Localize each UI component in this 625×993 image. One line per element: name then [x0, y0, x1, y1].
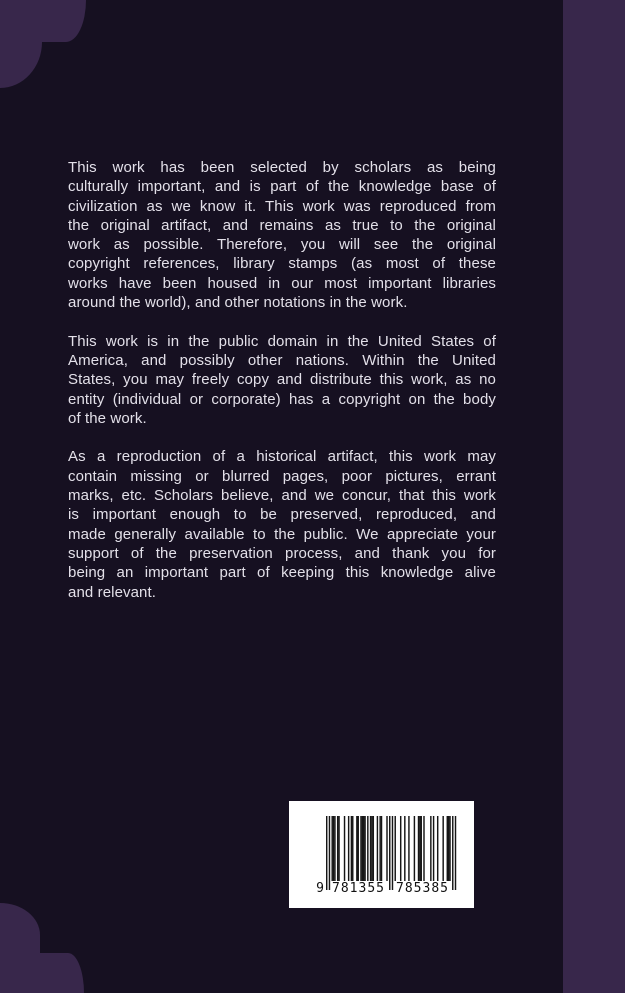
text-line: is important enough to be preserved, reproduced, and	[68, 506, 496, 524]
text-line: marks, etc. Scholars believe, and we concur, that this work	[68, 487, 496, 505]
back-cover-text	[68, 158, 496, 602]
barcode-digits-right: 785385	[396, 881, 448, 896]
text-line: works have been housed in our most important libraries	[68, 274, 496, 292]
text-line: This work has been selected by scholars as being	[68, 159, 496, 176]
barcode-bars	[326, 816, 456, 890]
text-line: entity (individual or corporate) has a copyright on the body	[68, 390, 496, 408]
corner-scallop-bottom-left-wide-icon	[0, 953, 84, 993]
text-line: the original artifact, and remains as true to the original	[68, 216, 496, 234]
text-line: civilization as we know it. This work was reproduced from	[68, 197, 496, 215]
barcode-svg	[289, 801, 474, 908]
text-line: support of the preservation process, and thank you for	[68, 544, 496, 562]
text-line: around the world), and other notations in the work.	[68, 294, 408, 312]
text-line: As a reproduction of a historical artifact, this work may	[68, 448, 496, 466]
paragraph-public-domain-notice	[68, 332, 496, 428]
barcode-digits-left: 781355	[332, 881, 384, 896]
text-line: work as possible. Therefore, you will see the original	[68, 236, 496, 254]
text-line: of the work.	[68, 409, 147, 427]
corner-scallop-top-left-narrow-icon	[0, 0, 42, 88]
spine-band	[563, 0, 625, 993]
text-line: culturally important, and is part of the knowledge base of	[68, 178, 496, 196]
paragraph-reproduction-notice	[68, 447, 496, 601]
text-line: and relevant.	[68, 583, 157, 601]
text-line: This work is in the public domain in the United States of	[68, 332, 496, 350]
text-line: made generally available to the public. We appreciate your	[68, 525, 496, 543]
text-line: contain missing or blurred pages, poor pictures, errant	[68, 467, 496, 485]
barcode-digit-lead: 9	[316, 881, 324, 896]
barcode-panel	[289, 801, 474, 908]
text-line: copyright references, library stamps (as most of these	[68, 255, 496, 273]
text-line: being an important part of keeping this knowledge alive	[68, 564, 496, 582]
text-line: America, and possibly other nations. Within the United	[68, 351, 496, 369]
text-line: States, you may freely copy and distribute this work, as no	[68, 371, 496, 389]
paragraph-preservation-notice	[68, 158, 496, 312]
